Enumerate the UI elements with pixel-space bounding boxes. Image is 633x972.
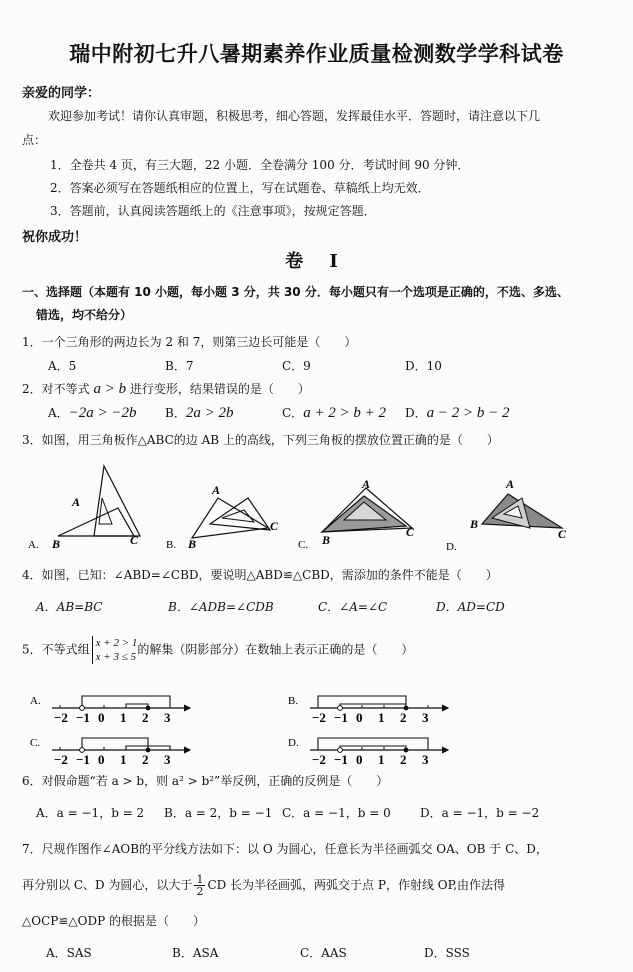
note-1: 1．全卷共 4 页，有三大题，22 小题．全卷满分 100 分．考试时间 90 分钟． <box>50 158 470 172</box>
q5-tick-label: 2 <box>400 710 407 725</box>
svg-text:B: B <box>322 533 331 547</box>
q5-tick-label: 2 <box>142 752 149 766</box>
q5-option-c: C. <box>30 737 41 749</box>
q1-stem: 1．一个三角形的两边长为 2 和 7，则第三边长可能是（ ） <box>22 335 357 349</box>
q7-option-b: B．ASA <box>172 946 219 960</box>
note-2: 2．答案必须写在答题纸相应的位置上，写在试题卷、草稿纸上均无效． <box>50 181 430 195</box>
q5-stem <box>22 636 413 664</box>
q3-option-d: D. <box>446 541 457 553</box>
q5-system-line-1: x + 2 > 1 <box>95 637 138 649</box>
q1-option-d: D．10 <box>405 359 442 373</box>
q5-option-b: B. <box>288 695 299 707</box>
q5-tick-label: 2 <box>400 752 407 766</box>
section1-instructions-line-1: 一、选择题（本题有 10 小题，每小题 3 分，共 30 分．每小题只有一个选项是正确的，不选、多选、 <box>22 285 569 299</box>
q5-closed-point <box>404 748 409 753</box>
q2-stem-math: a > b <box>93 381 127 397</box>
q5-tick-label: 0 <box>356 710 363 725</box>
q4-stem: 4．如图，已知：∠ABD=∠CBD，要说明△ABD≌△CBD，需添加的条件不能是（ ） <box>22 568 498 582</box>
q5-system <box>92 636 138 664</box>
q5-closed-point <box>146 748 151 753</box>
svg-text:C: C <box>406 525 415 539</box>
svg-text:A: A <box>506 477 515 491</box>
q5-system-line-2: x + 3 ≤ 5 <box>95 651 136 663</box>
section1-instructions-line-2: 错选，均不给分） <box>36 308 133 322</box>
q5-tick-label: −2 <box>312 710 326 725</box>
q3-option-b: B. <box>166 539 177 551</box>
q4-option-b: B．∠ADB=∠CDB <box>168 600 274 614</box>
q7-option-d: D．SSS <box>424 946 470 960</box>
q5-tick-label: −2 <box>54 710 68 725</box>
q5-tick-label: 1 <box>378 710 385 725</box>
q7-option-a: A．SAS <box>46 946 92 960</box>
q5-tick-label: −2 <box>312 752 326 766</box>
q5-tick-label: 0 <box>98 752 105 766</box>
q3-option-a: A. <box>28 539 39 551</box>
q6-option-c: C．a = −1，b = 0 <box>282 806 391 820</box>
q7-line-2: 再分别以 C、D 为圆心，以大于 $\frac{1}{2}$ CD 长为半径画弧，两弧交于点 P，作射线 OP,由作法得 <box>22 873 506 898</box>
q2-option-b: B．2a > 2b <box>165 405 234 421</box>
q3-option-c: C. <box>298 539 309 551</box>
q4-option-c: C．∠A=∠C <box>318 600 388 614</box>
q5-open-point <box>338 706 343 711</box>
q7-fraction: $\frac{1}{2}$ <box>196 873 204 898</box>
wish-text: 祝你成功！ <box>22 230 88 245</box>
q3-figure-b <box>166 483 279 551</box>
q5-option-a: A. <box>30 695 41 707</box>
q5-tick-label: 3 <box>164 710 171 725</box>
svg-text:C: C <box>558 527 567 541</box>
q6-stem: 6．对假命题“若 a > b，则 a² > b²”举反例，正确的反例是（ ） <box>22 774 389 788</box>
q5-tick-label: −1 <box>76 710 90 725</box>
q5-closed-point <box>146 706 151 711</box>
svg-text:A: A <box>362 477 371 491</box>
q2-stem-post: 进行变形，结果错误的是（ ） <box>129 382 310 396</box>
q3-figure-c <box>298 477 415 551</box>
q4-option-d: D．AD=CD <box>436 600 505 614</box>
q3-a-label-B: B <box>52 537 61 551</box>
q3-figure-a <box>28 466 140 551</box>
q4-option-a: A．AB=BC <box>36 600 103 614</box>
greeting: 亲爱的同学： <box>22 86 101 101</box>
q2-stem <box>22 380 310 398</box>
q5-solution-bracket <box>318 738 428 750</box>
q2-option-a: A．−2a > −2b <box>48 405 137 421</box>
q5-tick-label: −1 <box>334 752 348 766</box>
q5-tick-label: −1 <box>76 752 90 766</box>
exam-title: 瑞中附初七升八暑期素养作业质量检测数学学科试卷 <box>69 42 564 66</box>
q6-option-d: D．a = −1，b = −2 <box>420 806 540 820</box>
q7-option-c: C．AAS <box>300 946 347 960</box>
q5-solution-bracket <box>82 738 148 750</box>
note-3: 3．答题前，认真阅读答题纸上的《注意事项》，按规定答题． <box>50 204 376 218</box>
svg-text:B: B <box>188 537 197 551</box>
q5-tick-label: 2 <box>142 710 149 725</box>
svg-text:A: A <box>212 483 221 497</box>
q5-number-lines <box>30 680 610 766</box>
svg-text:B: B <box>470 517 479 531</box>
q5-tick-label: 0 <box>98 710 105 725</box>
q2-option-d: D．a − 2 > b − 2 <box>405 405 510 421</box>
q2-option-c: C．a + 2 > b + 2 <box>282 405 387 421</box>
q5-tick-label: 3 <box>164 752 171 766</box>
q5-tick-label: 1 <box>120 752 127 766</box>
q3-a-label-A: A <box>72 495 81 509</box>
q5-open-point <box>338 748 343 753</box>
q5-tick-label: −2 <box>54 752 68 766</box>
q5-stem-pre: 5．不等式组 <box>22 642 90 657</box>
q3-triangle-figures <box>22 458 622 556</box>
section-title: 卷 I <box>285 251 348 272</box>
q1-option-a: A．5 <box>48 359 77 373</box>
q3-a-label-C: C <box>130 533 139 547</box>
q5-open-point <box>80 706 85 711</box>
q5-tick-label: 3 <box>422 710 429 725</box>
q5-tick-label: 3 <box>422 752 429 766</box>
q7-line-3: △OCP≌△ODP 的根据是（ ） <box>22 914 205 928</box>
q3-figure-d <box>446 477 567 553</box>
q5-tick-label: 1 <box>378 752 385 766</box>
q1-option-b: B．7 <box>165 359 194 373</box>
q3-stem: 3．如图，用三角板作△ABC的边 AB 上的高线，下列三角板的摆放位置正确的是（ ） <box>22 433 499 447</box>
q5-stem-post: 的解集（阴影部分）在数轴上表示正确的是（ ） <box>137 642 414 657</box>
q5-closed-point <box>404 706 409 711</box>
q5-tick-label: 1 <box>120 710 127 725</box>
q6-option-b: B．a = 2，b = −1 <box>164 806 273 820</box>
q7-line-1: 7．尺规作图作∠AOB的平分线方法如下：以 O 为圆心，任意长为半径画弧交 OA、OB 于 C、D， <box>22 842 548 856</box>
q1-option-c: C．9 <box>282 359 311 373</box>
q5-tick-label: −1 <box>334 710 348 725</box>
intro-line-2: 点： <box>22 133 47 147</box>
svg-text:C: C <box>270 519 279 533</box>
q5-tick-label: 0 <box>356 752 363 766</box>
q2-stem-pre: 2．对不等式 <box>22 382 90 396</box>
intro-line-1: 欢迎参加考试！请你认真审题，积极思考，细心答题，发挥最佳水平．答题时，请注意以下几 <box>48 109 541 123</box>
q5-option-d: D. <box>288 737 299 749</box>
q6-option-a: A．a = −1，b = 2 <box>36 806 145 820</box>
q5-open-point <box>80 748 85 753</box>
